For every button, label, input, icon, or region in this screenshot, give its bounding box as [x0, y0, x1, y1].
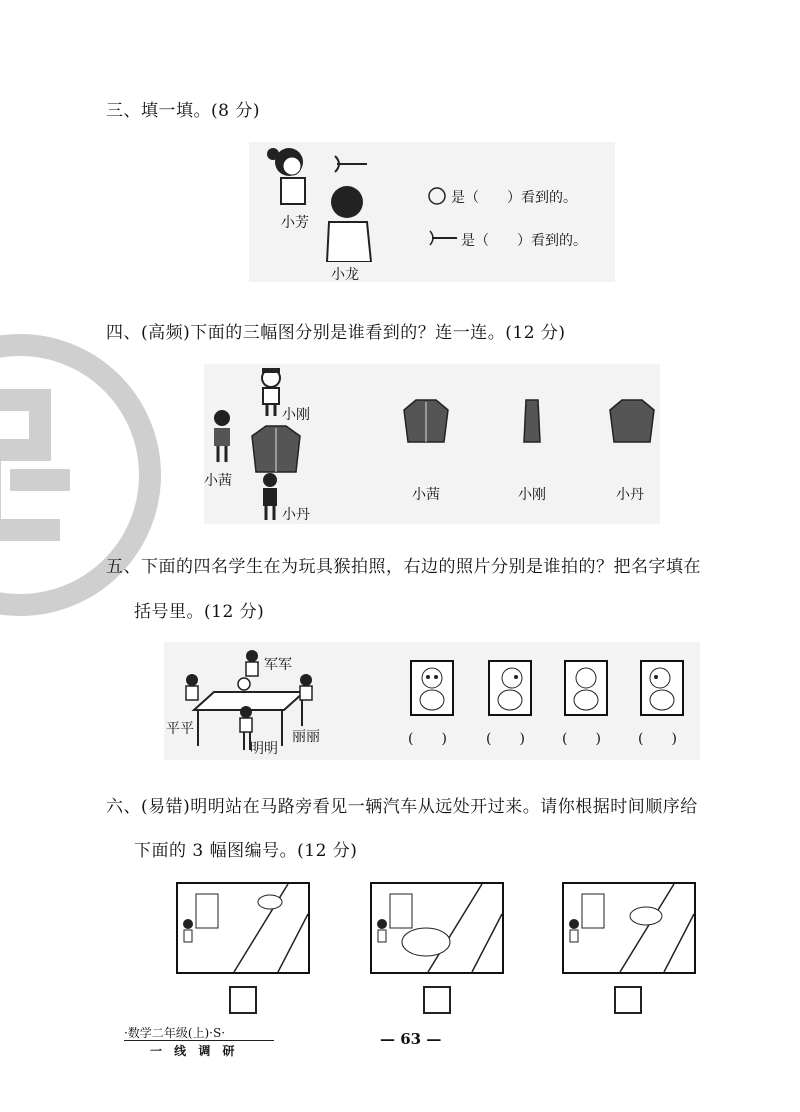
photo-4 [640, 660, 684, 716]
label-xiaogang: 小刚 [518, 487, 546, 503]
footer-series: 一 线 调 研 [150, 1044, 239, 1058]
label-xiaoqian: 小茜 [412, 487, 440, 503]
road-car-middle-illustration [564, 884, 694, 972]
shirt-front-view [402, 398, 450, 444]
q6-title-line2: 下面的 3 幅图编号。(12 分) [134, 841, 358, 861]
order-box-2[interactable] [423, 986, 451, 1014]
shirt-center [250, 424, 302, 474]
q3-figure [249, 142, 615, 282]
watermark-seal [0, 330, 170, 630]
q5-title-line2: 括号里。(12 分) [134, 602, 265, 622]
q4-figure [204, 364, 660, 524]
order-box-1[interactable] [229, 986, 257, 1014]
photo-1 [410, 660, 454, 716]
monkey-back-icon [566, 662, 606, 714]
q6-title-line1: 六、(易错)明明站在马路旁看见一辆汽车从远处开过来。请你根据时间顺序给 [106, 797, 698, 817]
stamp-side-icon [427, 228, 459, 248]
child-dan-figure [258, 472, 282, 522]
boy-figure [319, 182, 379, 262]
label-xiaodan: 小丹 [616, 487, 644, 503]
monkey-front-icon [412, 662, 452, 714]
road-scene-1 [176, 882, 310, 974]
monkey-other-side-icon [642, 662, 682, 714]
road-scene-2 [370, 882, 504, 974]
shirt-side-view [520, 398, 544, 444]
blank-1[interactable]: ( ) [408, 731, 447, 747]
blank-2[interactable]: ( ) [486, 731, 525, 747]
road-scene-3 [562, 882, 696, 974]
name-xiaolong: 小龙 [331, 267, 359, 283]
page-number: — 63 — [380, 1030, 442, 1048]
road-car-far-illustration [178, 884, 308, 972]
stamp-object [331, 152, 371, 176]
q5-figure [164, 642, 700, 760]
name-xiaofang: 小芳 [281, 215, 309, 231]
name-xiaodan-left: 小丹 [282, 507, 310, 523]
circle-icon [427, 186, 447, 206]
name-xiaoqian-left: 小茜 [204, 473, 232, 489]
photo-2 [488, 660, 532, 716]
footer-rule [124, 1040, 274, 1041]
blank-3[interactable]: ( ) [562, 731, 601, 747]
shirt-back-view [608, 398, 656, 444]
photo-3 [564, 660, 608, 716]
name-xiaogang: 小刚 [282, 407, 310, 423]
name-lili: 丽丽 [292, 729, 320, 745]
footer-book: ·数学二年级(上)·S· [124, 1026, 226, 1040]
name-mingming: 明明 [250, 741, 278, 757]
name-pingping: 平平 [166, 721, 194, 737]
monkey-side-icon [490, 662, 530, 714]
q5-title-line1: 五、下面的四名学生在为玩具猴拍照，右边的照片分别是谁拍的？把名字填在 [106, 557, 701, 577]
blank-4[interactable]: ( ) [638, 731, 677, 747]
q3-line2: 是（ ）看到的。 [461, 233, 587, 249]
q3-title: 三、填一填。(8 分) [106, 101, 260, 121]
name-junjun: 军军 [264, 657, 292, 673]
q3-line1: 是（ ）看到的。 [451, 190, 577, 206]
road-car-near-illustration [372, 884, 502, 972]
girl-qian-figure [208, 408, 238, 464]
order-box-3[interactable] [614, 986, 642, 1014]
q4-title: 四、(高频)下面的三幅图分别是谁看到的？连一连。(12 分) [106, 323, 566, 343]
